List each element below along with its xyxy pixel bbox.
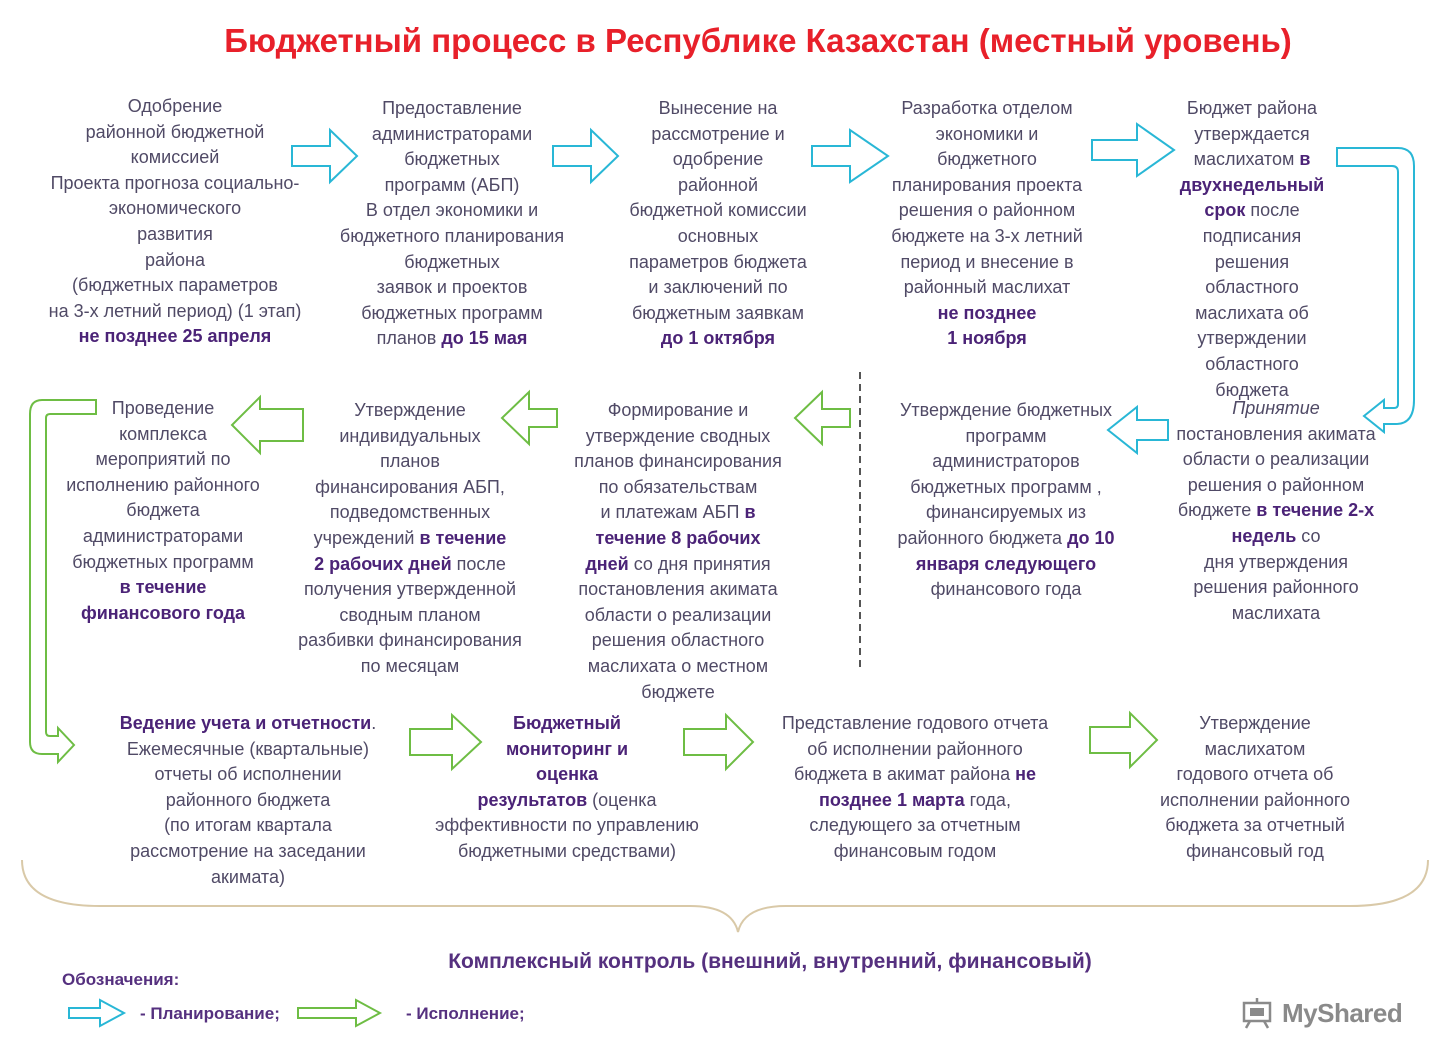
step-14-annual-report-approval: Утверждение маслихатом годового отчета об исполнении районного бюджета за отчетный финансовый год: [1159, 713, 1351, 861]
legend-execution-label: - Исполнение;: [406, 1004, 525, 1023]
step-1-forecast-approval: Одобрение районной бюджетной комиссией Проекта прогноза социально- экономического развития района (бюджетных параметров на 3-х летний период) (1 этап) не позднее 25 апреля: [48, 96, 302, 347]
step-5-maslikhat-approval: Бюджет района утверждается маслихатом в двухнедельный срок после подписания решения областного маслихата об утверждении областного бюджета: [1179, 98, 1325, 400]
myshared-logo-icon: [1242, 997, 1276, 1029]
complex-control-label: Комплексный контроль (внешний, внутренний, финансовый): [448, 950, 1092, 973]
legend-execution-arrow: [298, 1000, 380, 1026]
legend-planning-arrow: [69, 1000, 124, 1026]
step-10-execution-measures: Проведение комплекса мероприятий по исполнению районного бюджета администраторами бюджетных программ в течение финансового года: [66, 398, 260, 623]
step-6-akimat-resolution: Принятие постановления акимата области о реализации решения о районном бюджете в течение 2-х недель со дня утверждения решения районного маслихата: [1176, 398, 1376, 623]
watermark-logo: [1242, 996, 1402, 1030]
step-9-individual-plans: Утверждение индивидуальных планов финансирования АБП, подведомственных учреждений в течение 2 рабочих дней после получения утвержденной сводным планом разбивки финансирования по месяцам: [298, 400, 522, 676]
step-13-annual-report-submission: Представление годового отчета об исполнении районного бюджета в акимат района не позднее 1 марта года, следующего за отчетным финансовым годом: [781, 713, 1049, 861]
step-2-abp-submission: Предоставление администраторами бюджетных программ (АБП) В отдел экономики и бюджетного планирования бюджетных заявок и проектов бюджетных программ планов до 15 мая: [339, 98, 565, 349]
legend-title: Обозначения:: [62, 970, 180, 989]
step-4-draft-development: Разработка отделом экономики и бюджетного планирования проекта решения о районном бюджете на 3-х летний период и внесение в районный маслихат не позднее 1 ноября: [891, 98, 1083, 349]
watermark-text: MyShared: [1282, 997, 1403, 1028]
legend-planning-label: - Планирование;: [140, 1004, 280, 1023]
page-title: Бюджетный процесс в Республике Казахстан (местный уровень): [224, 22, 1292, 59]
step-11-accounting-reporting: Ведение учета и отчетности. Ежемесячные (квартальные) отчеты об исполнении районного бюджета (по итогам квартала рассмотрение на заседании акимата): [119, 713, 377, 887]
step-12-budget-monitoring: Бюджетный мониторинг и оценка результатов (оценка эффективности по управлению бюджетными средствами): [435, 713, 699, 861]
planning-arrow-5-6: [1337, 148, 1414, 432]
step-7-program-approval: Утверждение бюджетных программ администраторов бюджетных программ , финансируемых из районного бюджета до 10 января следующего финансового года: [897, 400, 1115, 600]
step-8-consolidated-plans: Формирование и утверждение сводных планов финансирования по обязательствам и платежам АБП в течение 8 рабочих дней со дня принятия постановления акимата области о реализации решения областного маслихата о местном бюджете: [574, 400, 782, 702]
step-3-commission-review: Вынесение на рассмотрение и одобрение районной бюджетной комиссии основных параметров бюджета и заключений по бюджетным заявкам до 1 октября: [629, 98, 807, 349]
